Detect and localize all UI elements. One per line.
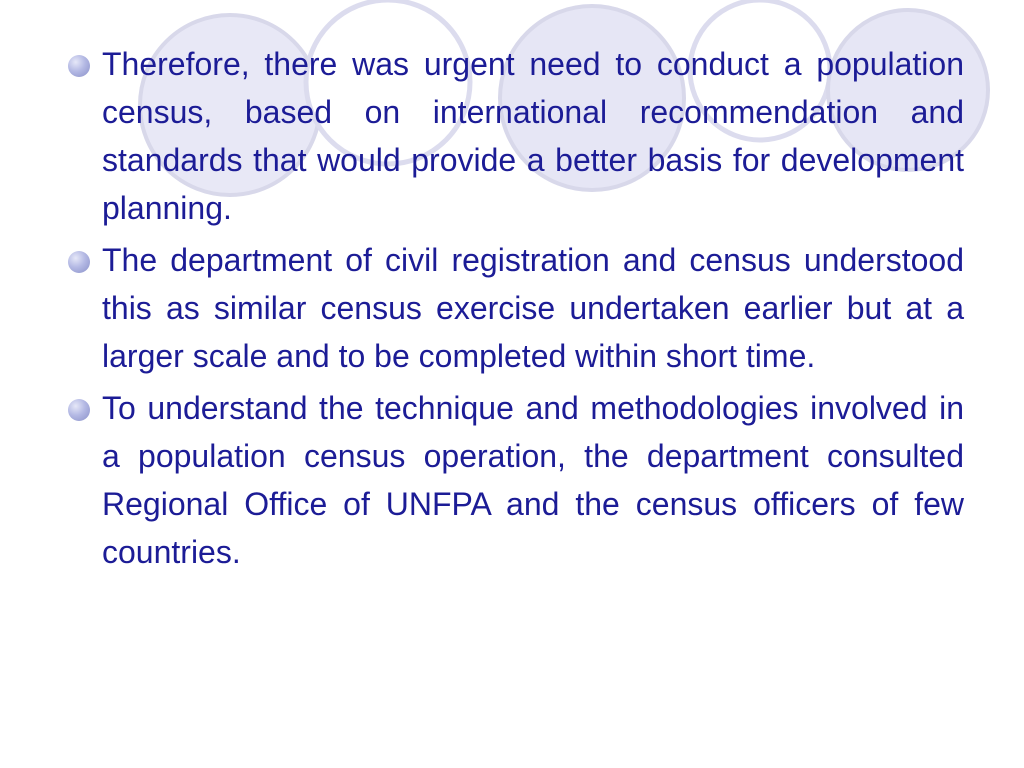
bullet-text: Therefore, there was urgent need to conduct a population census, based on international recommendation and standards that would provide a better basis for development planning. (102, 46, 964, 226)
bullet-icon (68, 251, 90, 273)
bullet-icon (68, 55, 90, 77)
bullet-text: The department of civil registration and census understood this as similar census exercise undertaken earlier but at a larger scale and to be completed within short time. (102, 242, 964, 374)
bullet-item-2 (66, 236, 964, 380)
bullet-text: To understand the technique and methodologies involved in a population census operation, the department consulted Regional Office of UNFPA and the census officers of few countries. (102, 390, 964, 570)
bullet-icon (68, 399, 90, 421)
bullet-item-1 (66, 40, 964, 232)
bullet-item-3 (66, 384, 964, 576)
bullet-list (66, 40, 964, 580)
